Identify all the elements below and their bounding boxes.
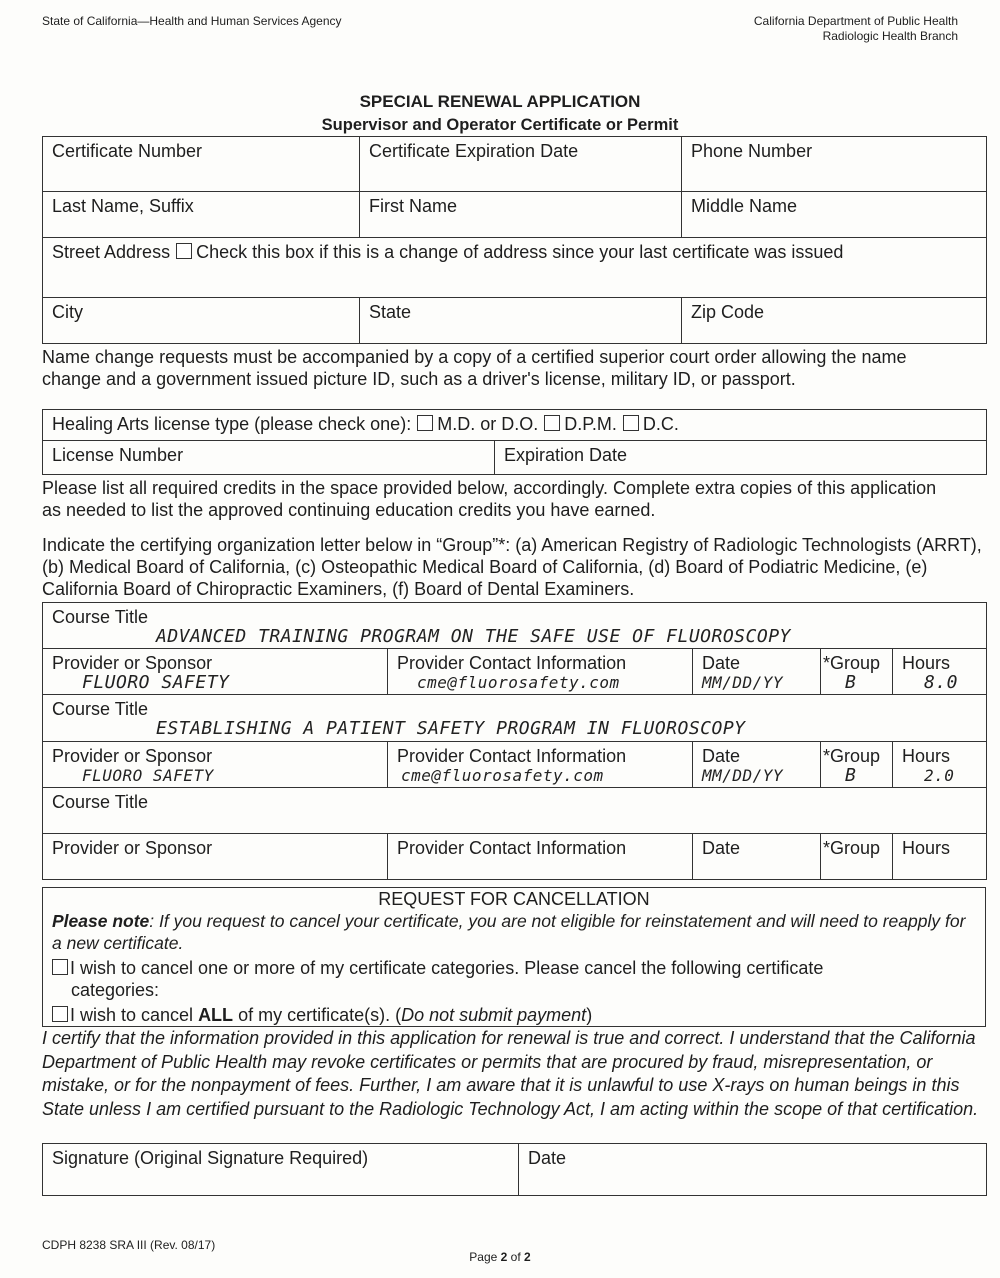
date-field[interactable] (693, 649, 821, 695)
provider-field[interactable] (43, 649, 388, 695)
dpm-checkbox[interactable] (544, 415, 560, 431)
phone-number-field[interactable] (682, 137, 987, 192)
agency-name: State of California—Health and Human Services Agency (42, 14, 342, 28)
course-title-label: Course Title (52, 792, 149, 812)
date-label: Date (702, 838, 741, 858)
cancellation-heading: REQUEST FOR CANCELLATION (378, 889, 650, 909)
page-current: 2 (500, 1250, 508, 1264)
address-change-checkbox[interactable] (176, 243, 192, 259)
group-field[interactable] (821, 649, 893, 695)
group-note: Indicate the certifying organization letter below in “Group”*: (a) American Registry of Radiologic Technologists (ARRT), (b) Medical Board of California, (c) Osteopathic Medical Board of California, (d) Board of Podiatric Medicine, (e) California Board of Chiropractic Examiners, (f) Board of Dental Examiners. (42, 535, 982, 599)
cancellation-note-text: : If you request to cancel your certificate, you are not eligible for reinstatement and will need to reapply for a new certificate. (52, 911, 966, 953)
page-total: 2 (524, 1250, 531, 1264)
credits-note: Please list all required credits in the space provided below, accordingly. Complete extra copies of this application as needed to list the approved continuing education credits you have earned. (42, 478, 937, 520)
cancel-all-italic: Do not submit payment (401, 1005, 587, 1025)
provider-value: FLUORO SAFETY (82, 672, 230, 693)
contact-field[interactable] (388, 834, 693, 880)
form-title: SPECIAL RENEWAL APPLICATION (359, 92, 641, 111)
phone-number-label: Phone Number (691, 141, 813, 161)
contact-label: Provider Contact Information (397, 838, 627, 858)
license-expiration-field[interactable] (495, 441, 987, 475)
hours-value: 8.0 (924, 672, 959, 693)
cancel-some-label-cont: categories: (71, 980, 160, 1000)
signature-field[interactable] (43, 1144, 519, 1196)
hours-label: Hours (902, 746, 951, 766)
zip-code-label: Zip Code (691, 302, 765, 322)
cancel-all-option (52, 1004, 977, 1026)
page-prefix: Page (469, 1250, 501, 1264)
expiration-date-label: Certificate Expiration Date (369, 141, 579, 161)
hours-label: Hours (902, 838, 951, 858)
last-name-label: Last Name, Suffix (52, 196, 194, 216)
cancellation-note-bold: Please note (52, 911, 150, 931)
form-subtitle: Supervisor and Operator Certificate or Permit (321, 116, 679, 134)
expiration-date-field[interactable] (360, 137, 682, 192)
dpm-label: D.P.M. (564, 414, 617, 434)
signature-label: Signature (Original Signature Required) (52, 1148, 369, 1168)
group-value: B (845, 672, 857, 693)
cancel-some-label: I wish to cancel one or more of my certificate categories. Please cancel the following certificate (70, 958, 824, 978)
signature-date-label: Date (528, 1148, 567, 1168)
cancel-all-checkbox[interactable] (52, 1006, 68, 1022)
personal-info-table (42, 136, 987, 344)
name-change-note: Name change requests must be accompanied by a copy of a certified superior court order allowing the name change and a government issued picture ID, such as a driver's license, military ID, or passport. (42, 347, 907, 389)
address-change-label: Check this box if this is a change of address since your last certificate was issued (196, 242, 844, 262)
course-title-label: Course Title (52, 699, 149, 719)
license-table (42, 409, 987, 475)
dc-checkbox[interactable] (623, 415, 639, 431)
street-address-field[interactable] (43, 238, 987, 298)
hours-value: 2.0 (924, 766, 955, 785)
provider-value: FLUORO SAFETY (82, 766, 214, 785)
contact-field[interactable] (388, 742, 693, 788)
contact-label: Provider Contact Information (397, 653, 627, 673)
course-title-field[interactable] (43, 695, 987, 742)
group-label: *Group (823, 653, 881, 673)
group-label: *Group (823, 746, 881, 766)
branch-name: Radiologic Health Branch (822, 29, 958, 43)
license-type-row (43, 410, 987, 441)
certificate-number-label: Certificate Number (52, 141, 203, 161)
department-name: California Department of Public Health (753, 14, 958, 28)
hours-field[interactable] (893, 742, 987, 788)
form-id: CDPH 8238 SRA III (Rev. 08/17) (42, 1238, 216, 1252)
cancel-all-end: ) (586, 1005, 593, 1025)
md-do-label: M.D. or D.O. (437, 414, 539, 434)
cancel-all-bold: ALL (198, 1005, 234, 1025)
date-label: Date (702, 746, 741, 766)
cancel-all-mid: of my certificate(s). ( (233, 1005, 402, 1025)
cancel-some-option (52, 957, 977, 1001)
group-label: *Group (823, 838, 881, 858)
license-number-label: License Number (52, 445, 184, 465)
certification-statement: I certify that the information provided in this application for renewal is true and correct. I understand that the California Department of Public Health may revoke certificates or permits that are procured by fraud, misrepresentation, or mistake, or for the nonpayment of fees. Further, I am aware that it is unlawful to use X-rays on human beings in this State unless I am certified pursuant to the Radiologic Technology Act, I am acting within the scope of that certification. (42, 1028, 979, 1119)
signature-table (42, 1143, 987, 1196)
course-title-field[interactable] (43, 788, 987, 834)
license-type-label: Healing Arts license type (please check one): (52, 414, 412, 434)
provider-label: Provider or Sponsor (52, 653, 213, 673)
hours-label: Hours (902, 653, 951, 673)
date-field[interactable] (693, 834, 821, 880)
middle-name-field[interactable] (682, 192, 987, 238)
license-number-field[interactable] (43, 441, 495, 475)
course-title-field[interactable] (43, 603, 987, 649)
group-field[interactable] (821, 742, 893, 788)
md-do-checkbox[interactable] (417, 415, 433, 431)
zip-code-field[interactable] (682, 298, 987, 344)
page-number (0, 1250, 1000, 1264)
contact-value: cme@fluorosafety.com (401, 766, 604, 785)
last-name-field[interactable] (43, 192, 360, 238)
first-name-field[interactable] (360, 192, 682, 238)
hours-field[interactable] (893, 834, 987, 880)
license-expiration-label: Expiration Date (504, 445, 628, 465)
provider-label: Provider or Sponsor (52, 746, 213, 766)
cancel-all-pre: I wish to cancel (70, 1005, 199, 1025)
cancel-some-checkbox[interactable] (52, 959, 68, 975)
course-title-value: ADVANCED TRAINING PROGRAM ON THE SAFE USE OF FLUOROSCOPY (156, 626, 791, 647)
provider-field[interactable] (43, 742, 388, 788)
contact-value: cme@fluorosafety.com (417, 673, 620, 692)
city-field[interactable] (43, 298, 360, 344)
middle-name-label: Middle Name (691, 196, 798, 216)
cancellation-note (52, 910, 977, 954)
group-field[interactable] (821, 834, 893, 880)
course-title-value: ESTABLISHING A PATIENT SAFETY PROGRAM IN FLUOROSCOPY (156, 718, 746, 739)
department-block (754, 14, 958, 44)
course-title-label: Course Title (52, 607, 149, 627)
provider-field[interactable] (43, 834, 388, 880)
state-label: State (369, 302, 412, 322)
date-label: Date (702, 653, 741, 673)
dc-label: D.C. (642, 414, 679, 434)
contact-label: Provider Contact Information (397, 746, 627, 766)
certificate-number-field[interactable] (43, 137, 360, 192)
date-value: MM/DD/YY (702, 673, 784, 692)
city-label: City (52, 302, 83, 322)
group-value: B (845, 765, 857, 786)
street-address-label: Street Address (52, 242, 171, 262)
hours-field[interactable] (893, 649, 987, 695)
course-credits-table (42, 602, 987, 880)
provider-label: Provider or Sponsor (52, 838, 213, 858)
date-value: MM/DD/YY (702, 766, 784, 785)
contact-field[interactable] (388, 649, 693, 695)
state-field[interactable] (360, 298, 682, 344)
date-field[interactable] (693, 742, 821, 788)
signature-date-field[interactable] (519, 1144, 987, 1196)
page-sep: of (507, 1250, 525, 1264)
first-name-label: First Name (369, 196, 458, 216)
